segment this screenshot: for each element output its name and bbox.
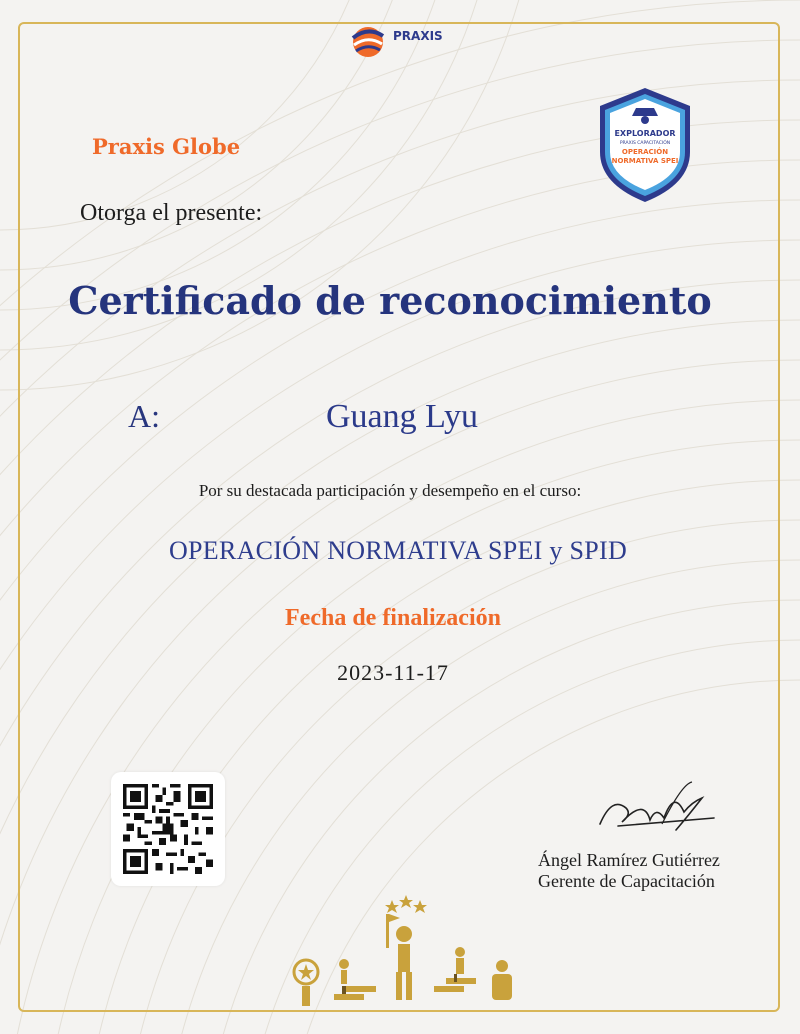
badge-line-1: EXPLORADOR xyxy=(614,129,676,138)
completion-date: 2023-11-17 xyxy=(337,660,449,685)
badge-line-4: NORMATIVA SPEI xyxy=(611,157,679,165)
completion-date-label: Fecha de finalización xyxy=(285,605,501,631)
logo-brand-text: PRAXIS xyxy=(393,29,443,43)
qr-code-card[interactable] xyxy=(111,772,225,886)
recipient-label: A: xyxy=(128,398,160,434)
badge-line-2: PRAXIS CAPACITACIÓN xyxy=(619,141,671,146)
achievement-stairs-ornament xyxy=(284,890,524,1014)
badge-line-3: OPERACIÓN xyxy=(621,148,669,156)
recipient-name: Guang Lyu xyxy=(326,398,479,435)
course-description: Por su destacada participación y desempeño en el curso: xyxy=(198,481,582,500)
certificate-title: Certificado de reconocimiento xyxy=(68,278,712,323)
signer-role: Gerente de Capacitación xyxy=(538,871,715,891)
shield-badge-icon xyxy=(596,86,694,204)
signature-graphic xyxy=(592,778,718,842)
signer-name: Ángel Ramírez Gutiérrez xyxy=(538,850,720,870)
grant-text: Otorga el presente: xyxy=(80,200,263,226)
course-name: OPERACIÓN NORMATIVA SPEI y SPID xyxy=(168,536,628,565)
organization-name: Praxis Globe xyxy=(92,134,241,159)
qr-code-icon[interactable] xyxy=(123,784,213,874)
